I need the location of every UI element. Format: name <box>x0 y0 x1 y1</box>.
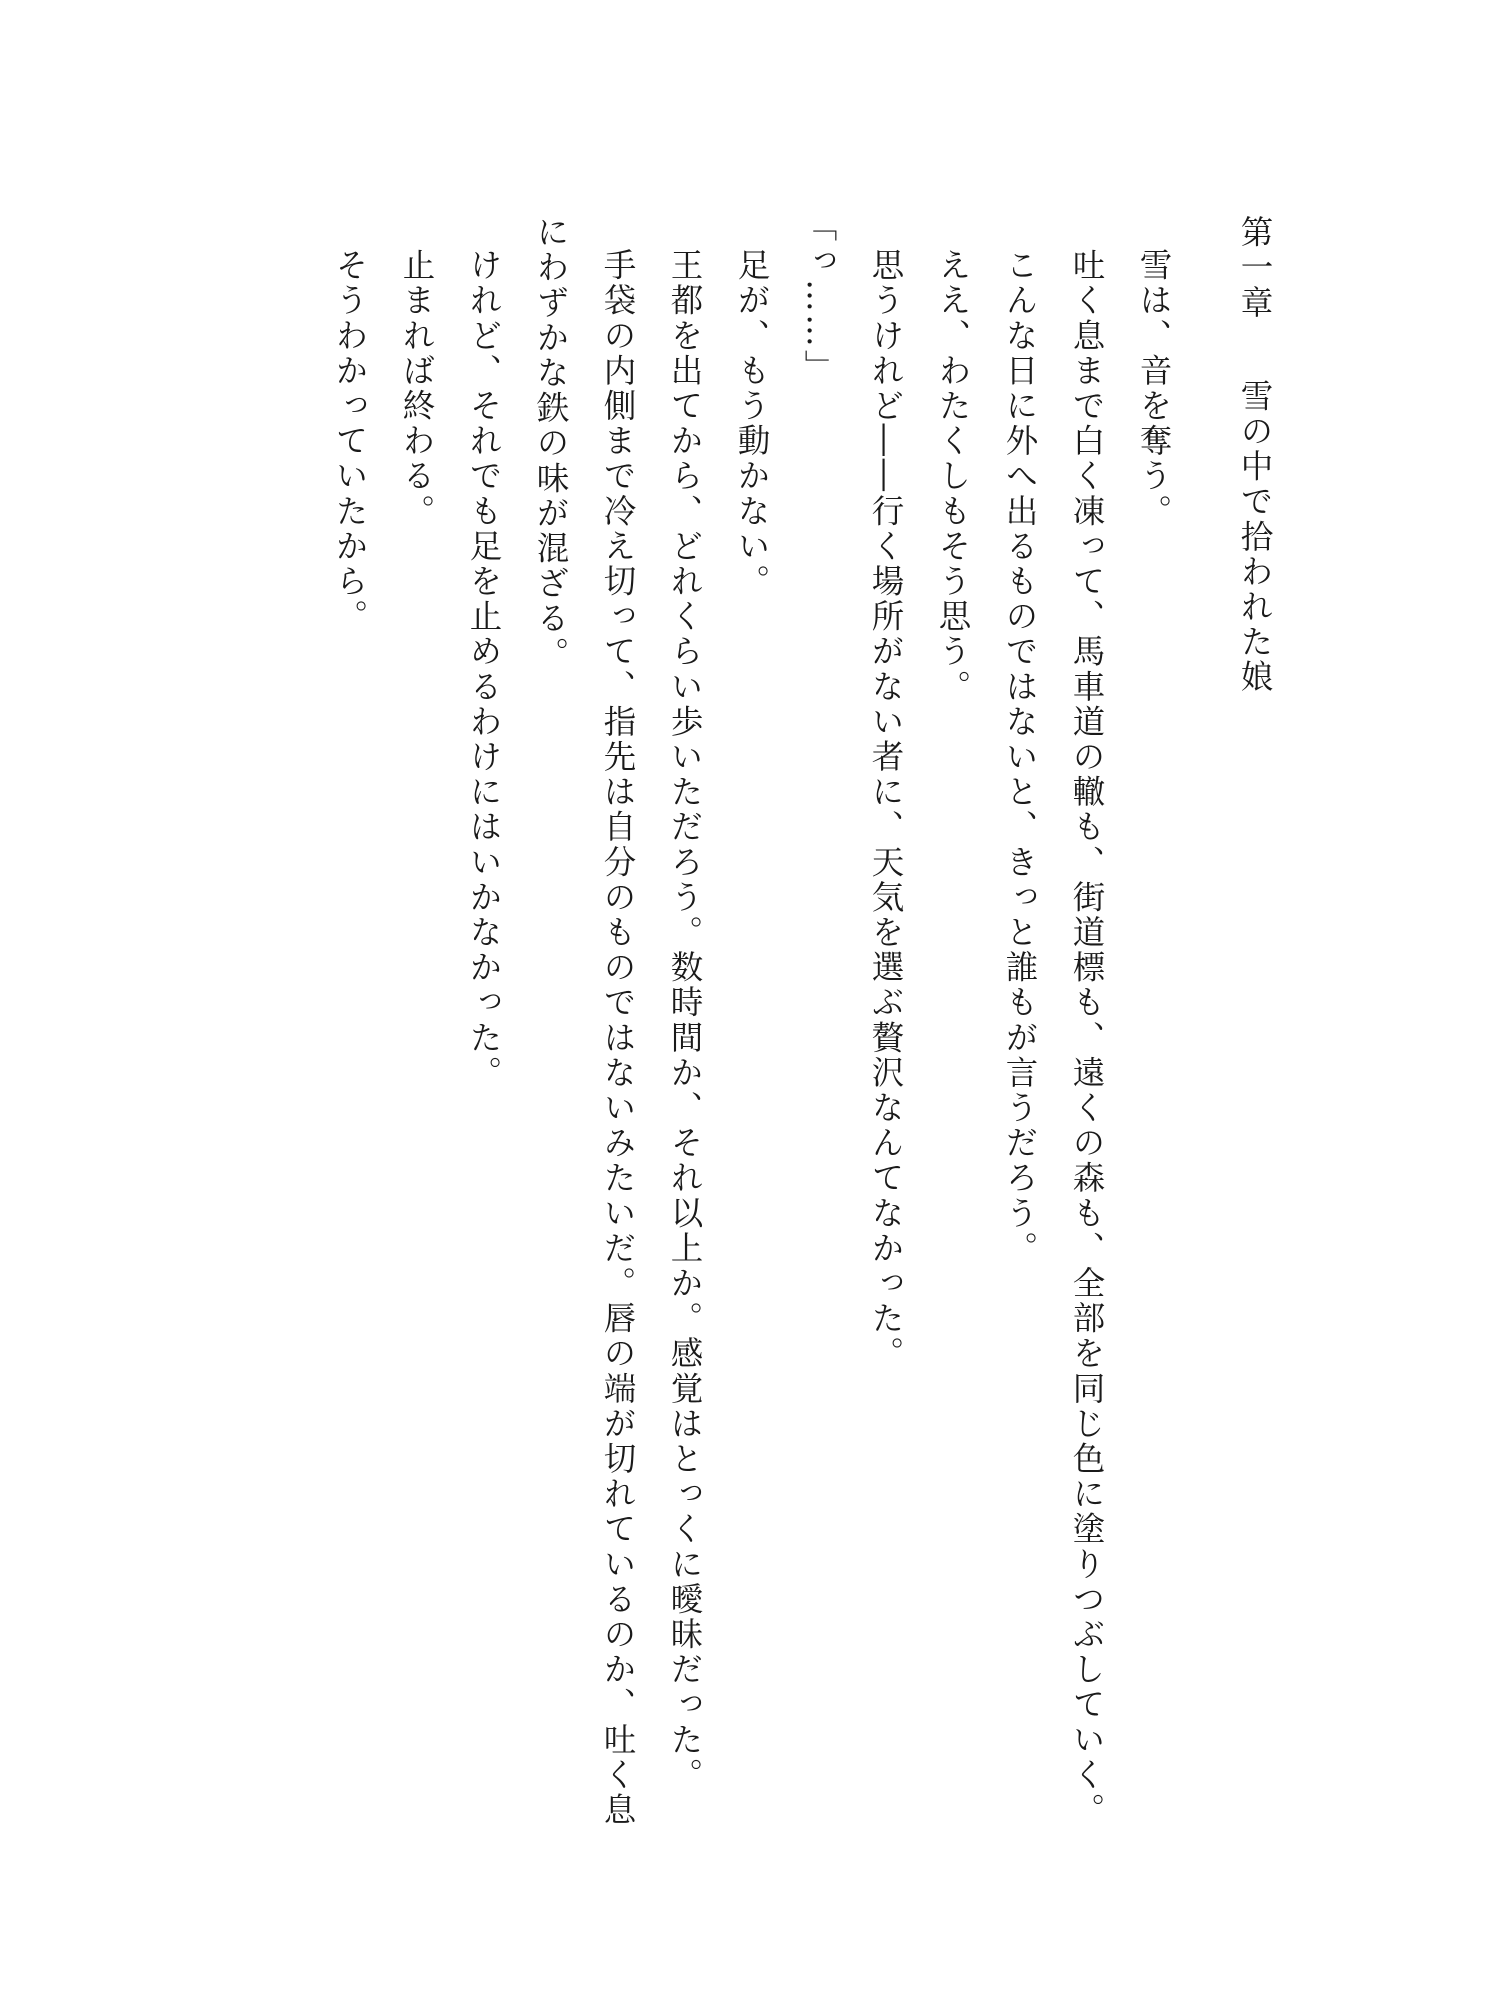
paragraph-4: ええ、わたくしもそう思う。 <box>934 247 972 704</box>
paragraph-1: 雪は、音を奪う。 <box>1135 247 1173 529</box>
paragraph-10: けれど、それでも足を止めるわけにはいかなかった。 <box>465 247 503 1090</box>
paragraph-7: 足が、もう動かない。 <box>733 247 771 599</box>
paragraph-12: そうわかっていたから。 <box>331 247 369 634</box>
title-spacer <box>1255 320 1256 379</box>
vertical-text-body <box>316 208 1288 1855</box>
paragraph-8: 王都を出てから、どれくらい歩いただろう。数時間か、それ以上か。感覚はとっくに曖昧だった。 <box>666 247 704 1792</box>
chapter-heading <box>1221 215 1288 1855</box>
paragraph-3: こんな日に外へ出るものではないと、きっと誰もが言うだろう。 <box>1001 247 1039 1266</box>
paragraph-9: 手袋の内側まで冷え切って、指先は自分のものではないみたいだ。唇の端が切れているのか、吐く息にわずかな鉄の味が混ざる。 <box>532 215 637 1827</box>
paragraph-5: 思うけれど――行く場所がない者に、天気を選ぶ贅沢なんてなかった。 <box>867 247 905 1371</box>
chapter-number: 第一章 <box>1236 215 1274 321</box>
chapter-title: 雪の中で拾われた娘 <box>1236 378 1274 695</box>
paragraph-11: 止まれば終わる。 <box>398 247 436 529</box>
dialogue-line: 「っ……」 <box>800 208 838 384</box>
paragraph-2: 吐く息まで白く凍って、馬車道の轍も、街道標も、遠くの森も、全部を同じ色に塗りつぶしていく。 <box>1068 247 1106 1827</box>
